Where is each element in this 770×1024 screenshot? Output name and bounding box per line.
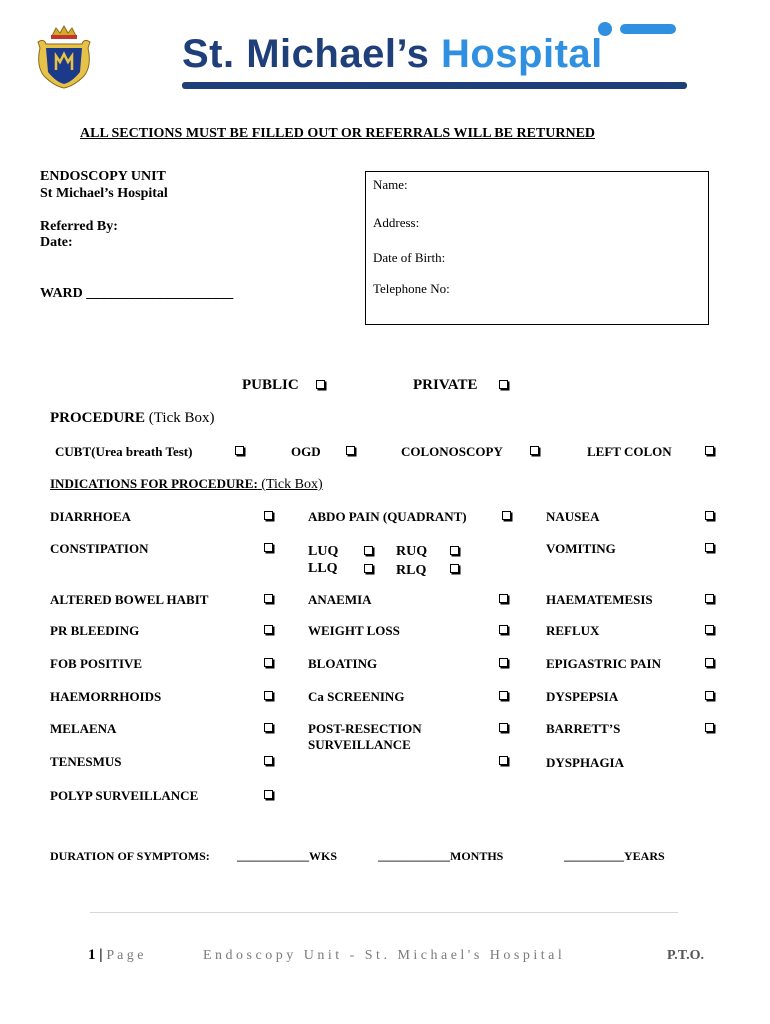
procedure-heading-note: (Tick Box) bbox=[148, 410, 215, 426]
referred-by-label: Referred By: bbox=[40, 219, 118, 234]
page-number: 1 bbox=[88, 947, 96, 963]
indication-altered-bowel-label: ALTERED BOWEL HABIT bbox=[50, 592, 209, 607]
indication-reflux-checkbox[interactable] bbox=[705, 623, 719, 637]
indication-nausea-label: NAUSEA bbox=[546, 509, 600, 524]
duration-weeks-field[interactable]: ____________WKS bbox=[237, 849, 338, 863]
indication-abdo-pain-label: ABDO PAIN (QUADRANT) bbox=[308, 509, 467, 524]
procedure-colonoscopy-checkbox[interactable] bbox=[530, 444, 544, 458]
indication-bloating-label: BLOATING bbox=[308, 656, 378, 671]
indication-dyspepsia-checkbox[interactable] bbox=[705, 689, 719, 703]
procedure-left-colon-checkbox[interactable] bbox=[705, 444, 719, 458]
indication-barretts-checkbox[interactable] bbox=[705, 721, 719, 735]
patient-phone-label: Telephone No: bbox=[373, 281, 450, 296]
public-label: PUBLIC bbox=[242, 377, 299, 393]
wordmark-underline bbox=[182, 82, 687, 89]
indication-bloating-checkbox[interactable] bbox=[499, 656, 513, 670]
indication-fob-positive-label: FOB POSITIVE bbox=[50, 656, 143, 671]
quadrant-ruq-label: RUQ bbox=[396, 544, 428, 559]
footer-divider bbox=[90, 912, 678, 913]
indication-altered-bowel-checkbox[interactable] bbox=[264, 592, 278, 606]
indication-melaena-label: MELAENA bbox=[50, 721, 117, 736]
quadrant-ruq-checkbox[interactable] bbox=[450, 544, 464, 558]
indication-post-resection-checkbox[interactable] bbox=[499, 721, 513, 735]
indication-anaemia-checkbox[interactable] bbox=[499, 592, 513, 606]
brand-name-part2: Hospital bbox=[440, 32, 603, 76]
footer-unit-name: E n d o s c o p y U n i t - S t . M i c h a e l ' s H o s p i t a l bbox=[203, 948, 562, 963]
indication-constipation-checkbox[interactable] bbox=[264, 541, 278, 555]
indication-diarrhoea-checkbox[interactable] bbox=[264, 509, 278, 523]
quadrant-rlq-label: RLQ bbox=[396, 563, 427, 578]
indication-tenesmus-label: TENESMUS bbox=[50, 754, 122, 769]
quadrant-llq-checkbox[interactable] bbox=[364, 562, 378, 576]
quadrant-rlq-checkbox[interactable] bbox=[450, 562, 464, 576]
patient-dob-label: Date of Birth: bbox=[373, 250, 446, 265]
indications-heading-text: INDICATIONS FOR PROCEDURE: bbox=[50, 476, 258, 491]
quadrant-luq-label: LUQ bbox=[308, 544, 339, 559]
footer-pto: P.T.O. bbox=[667, 948, 704, 963]
patient-name-label: Name: bbox=[373, 177, 408, 192]
procedure-heading-text: PROCEDURE bbox=[50, 410, 146, 426]
quadrant-llq-label: LLQ bbox=[308, 561, 338, 576]
indication-polyp-surveillance-checkbox[interactable] bbox=[264, 788, 278, 802]
indication-pr-bleeding-label: PR BLEEDING bbox=[50, 623, 140, 638]
indications-heading-note: (Tick Box) bbox=[261, 477, 323, 492]
private-checkbox[interactable] bbox=[499, 378, 513, 392]
indication-vomiting-label: VOMITING bbox=[546, 541, 616, 556]
patient-details-box[interactable] bbox=[365, 171, 709, 325]
indication-melaena-checkbox[interactable] bbox=[264, 721, 278, 735]
procedure-cubt-label: CUBT(Urea breath Test) bbox=[55, 444, 193, 459]
indication-nausea-checkbox[interactable] bbox=[705, 509, 719, 523]
indication-barretts-label: BARRETT’S bbox=[546, 721, 621, 736]
unit-name: ENDOSCOPY UNIT bbox=[40, 169, 166, 184]
hospital-wordmark bbox=[180, 18, 690, 90]
referral-notice: ALL SECTIONS MUST BE FILLED OUT OR REFERRALS WILL BE RETURNED bbox=[80, 126, 596, 141]
indication-ca-screening-label: Ca SCREENING bbox=[308, 689, 405, 704]
hospital-crest-logo bbox=[34, 22, 94, 90]
indication-fob-positive-checkbox[interactable] bbox=[264, 656, 278, 670]
indication-haematemesis-checkbox[interactable] bbox=[705, 592, 719, 606]
indication-tenesmus-checkbox[interactable] bbox=[264, 754, 278, 768]
indication-post-resection-label: POST-RESECTION bbox=[308, 721, 422, 736]
indication-weight-loss-checkbox[interactable] bbox=[499, 623, 513, 637]
indication-dysphagia-checkbox[interactable] bbox=[499, 754, 513, 768]
indication-polyp-surveillance-label: POLYP SURVEILLANCE bbox=[50, 788, 199, 803]
footer-page-number bbox=[88, 947, 144, 964]
duration-years-field[interactable]: __________YEARS bbox=[564, 849, 665, 863]
wordmark-text bbox=[182, 32, 603, 77]
procedure-cubt-checkbox[interactable] bbox=[235, 444, 249, 458]
indication-pr-bleeding-checkbox[interactable] bbox=[264, 623, 278, 637]
patient-address-label: Address: bbox=[373, 215, 420, 230]
page-separator: | bbox=[99, 947, 103, 963]
indication-diarrhoea-label: DIARRHOEA bbox=[50, 509, 131, 524]
indication-surveillance-label: SURVEILLANCE bbox=[308, 737, 411, 752]
duration-months-field[interactable]: ____________MONTHS bbox=[378, 849, 504, 863]
brand-name-part1: St. Michael’s bbox=[182, 32, 430, 76]
date-label: Date: bbox=[40, 235, 73, 250]
page-word: P a g e bbox=[106, 948, 144, 963]
indication-dysphagia-label: DYSPHAGIA bbox=[546, 755, 625, 770]
wordmark-top-bar bbox=[620, 24, 676, 34]
indication-constipation-label: CONSTIPATION bbox=[50, 541, 149, 556]
indication-abdo-pain-checkbox[interactable] bbox=[502, 509, 516, 523]
procedure-heading bbox=[50, 410, 214, 427]
indication-dyspepsia-label: DYSPEPSIA bbox=[546, 689, 619, 704]
duration-label: DURATION OF SYMPTOMS: bbox=[50, 849, 210, 863]
indication-anaemia-label: ANAEMIA bbox=[308, 592, 372, 607]
indication-epigastric-pain-label: EPIGASTRIC PAIN bbox=[546, 656, 661, 671]
indications-heading bbox=[50, 476, 323, 493]
indication-haematemesis-label: HAEMATEMESIS bbox=[546, 592, 653, 607]
indication-epigastric-pain-checkbox[interactable] bbox=[705, 656, 719, 670]
procedure-left-colon-label: LEFT COLON bbox=[587, 444, 672, 459]
indication-reflux-label: REFLUX bbox=[546, 623, 600, 638]
procedure-ogd-checkbox[interactable] bbox=[346, 444, 360, 458]
indication-weight-loss-label: WEIGHT LOSS bbox=[308, 623, 400, 638]
indication-ca-screening-checkbox[interactable] bbox=[499, 689, 513, 703]
indication-haemorrhoids-label: HAEMORRHOIDS bbox=[50, 689, 162, 704]
procedure-ogd-label: OGD bbox=[291, 444, 321, 459]
indication-haemorrhoids-checkbox[interactable] bbox=[264, 689, 278, 703]
quadrant-luq-checkbox[interactable] bbox=[364, 544, 378, 558]
ward-field[interactable]: WARD _____________________ bbox=[40, 286, 234, 301]
procedure-colonoscopy-label: COLONOSCOPY bbox=[401, 444, 503, 459]
indication-vomiting-checkbox[interactable] bbox=[705, 541, 719, 555]
private-label: PRIVATE bbox=[413, 377, 478, 393]
unit-hospital: St Michael’s Hospital bbox=[40, 186, 168, 201]
public-checkbox[interactable] bbox=[316, 378, 330, 392]
